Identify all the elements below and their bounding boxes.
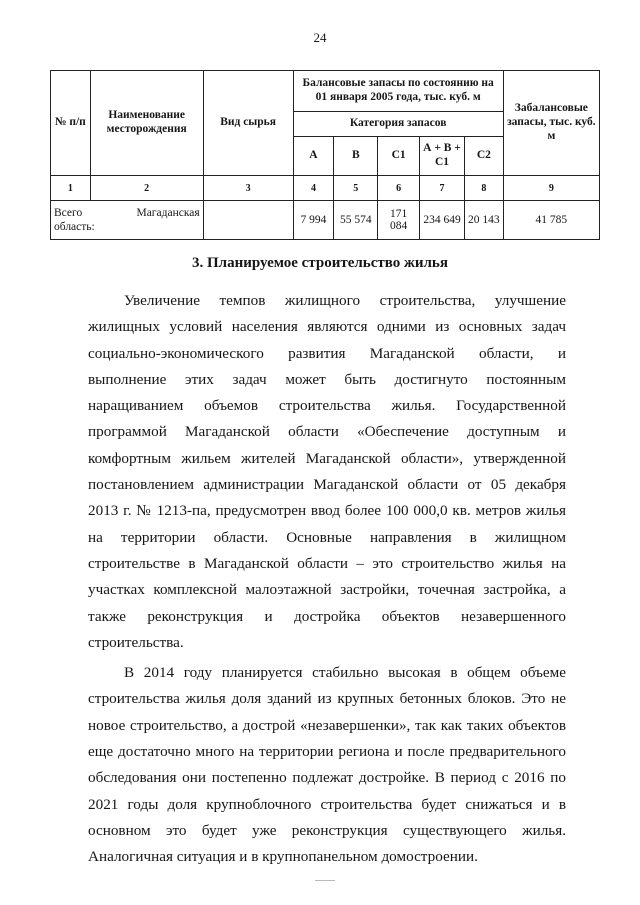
header-offbalance: Забалансовые запасы, тыс. куб. м [503, 71, 599, 176]
index-cell: 9 [503, 176, 599, 201]
total-cat-a: 7 994 [293, 201, 334, 240]
total-cat-c1: 171 084 [378, 201, 420, 240]
index-cell: 3 [203, 176, 293, 201]
total-row [51, 201, 600, 240]
header-num: № п/п [51, 71, 91, 176]
total-label-line2: область: [54, 221, 95, 233]
paragraph: Увеличение темпов жилищного строительства, улучшение жилищных условий населения являются одними из основных задач социально-экономического развития Магаданской области, и выполнение этих задач может быть достигнуто постоянным наращиванием объемов строительства жилья. Государственной программой Магаданской области «Обеспечение доступным и комфортным жильем жителей Магаданской области», утвержденной постановлением администрации Магаданской области от 05 декабря 2013 г. № 1213-па, предусмотрен ввод более 100 000,0 кв. метров жилья на территории области. Основные направления в жилищном строительстве в Магаданской области – это строительство жилья на участках комплексной малоэтажной застройки, точечная застройка, а также реконструкция и достройка объектов незавершенного строительства. [88, 292, 566, 651]
total-cat-ab-c1: 234 649 [420, 201, 465, 240]
header-cat-b: В [334, 137, 378, 176]
header-cat-c2: С2 [465, 137, 504, 176]
header-balance-reserves: Балансовые запасы по состоянию на 01 января 2005 года, тыс. куб. м [293, 71, 503, 112]
page-number: 24 [313, 30, 327, 45]
index-cell: 5 [334, 176, 378, 201]
index-cell: 7 [420, 176, 465, 201]
total-cat-c2: 20 143 [465, 201, 504, 240]
reserves-table [50, 70, 600, 240]
index-cell: 4 [293, 176, 334, 201]
index-cell: 1 [51, 176, 91, 201]
footer-mark [315, 880, 335, 881]
total-offbalance: 41 785 [503, 201, 599, 240]
index-cell: 8 [465, 176, 504, 201]
header-row-1 [51, 71, 600, 112]
index-row [51, 176, 600, 201]
section-title: 3. Планируемое строительство жилья [192, 255, 448, 271]
header-cat-a: А [293, 137, 334, 176]
header-cat-ab-c1: А + В + С1 [420, 137, 465, 176]
index-cell: 6 [378, 176, 420, 201]
header-cat-c1: С1 [378, 137, 420, 176]
total-raw-material [203, 201, 293, 240]
paragraph: В 2014 году планируется стабильно высокая в общем объеме строительства жилья доля зданий из крупных бетонных блоков. Это не новое строительство, а дострой «незавершенки», так как таких объектов еще достаточно много на территории региона и после предварительного обследования они постепенно подлежат достройке. В период с 2016 по 2021 годы доля крупноблочного строительства будет снижаться и в основном это будет уже реконструкция существующего жилья. Аналогичная ситуация и в крупнопанельном домостроении. [88, 664, 566, 866]
total-cat-b: 55 574 [334, 201, 378, 240]
header-category: Категория запасов [293, 112, 503, 137]
index-cell: 2 [90, 176, 203, 201]
total-label-left: Всего [54, 206, 83, 219]
body-text [88, 288, 566, 875]
header-deposit: Наименование месторождения [90, 71, 203, 176]
header-raw-material: Вид сырья [203, 71, 293, 176]
total-label [51, 201, 204, 240]
total-label-right: Магаданская [136, 206, 200, 219]
